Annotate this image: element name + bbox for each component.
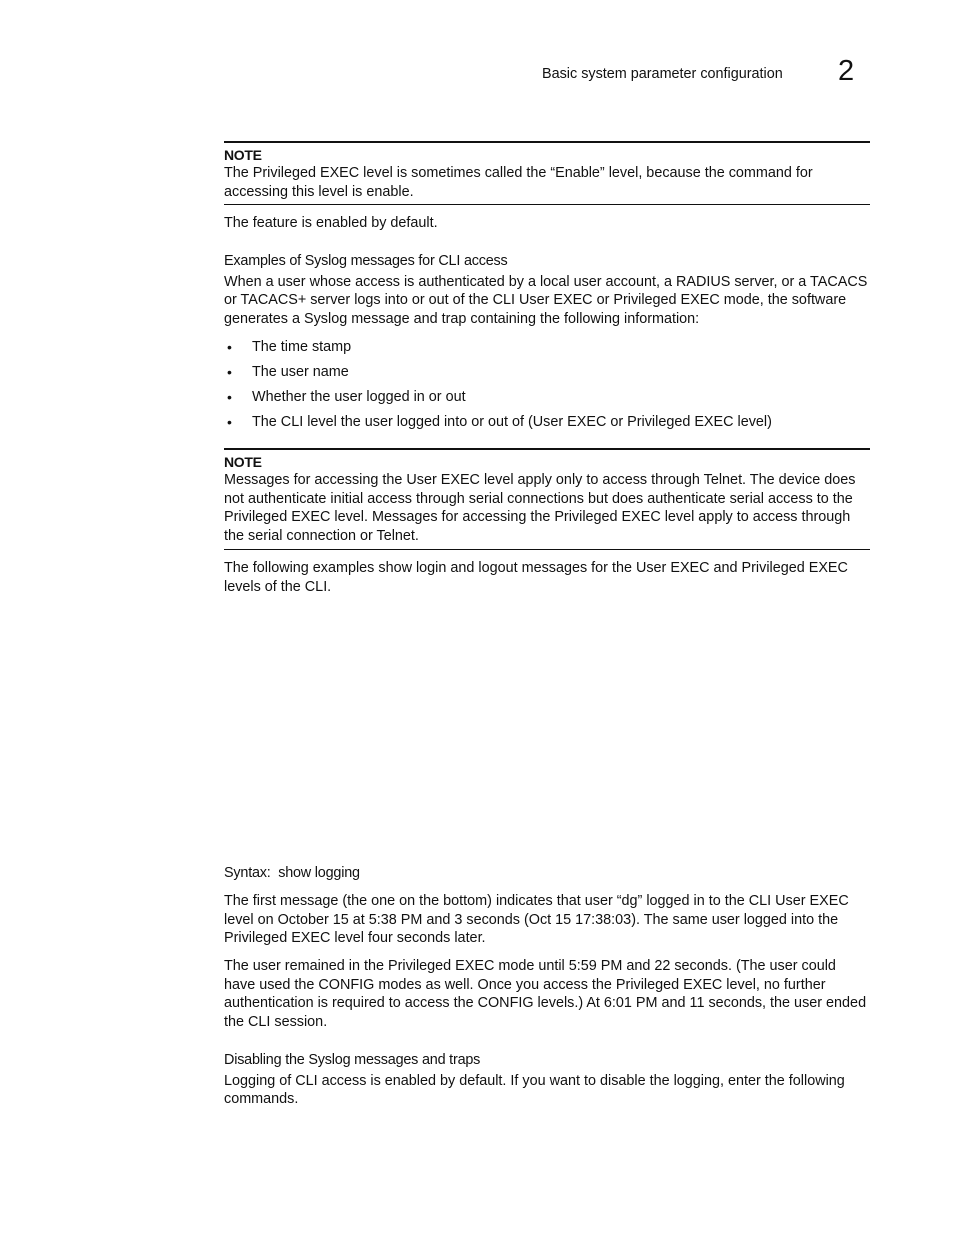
- section-heading: Disabling the Syslog messages and traps: [224, 1052, 481, 1068]
- paragraph-examples-text: The following examples show login and logout messages for the User EXEC and Privileged EXEC levels of the CLI.: [224, 560, 848, 595]
- list-item-text: Whether the user logged in or out: [252, 388, 466, 405]
- bullet-icon: •: [227, 388, 232, 405]
- list-item: [224, 338, 870, 363]
- syntax-line: [224, 864, 870, 883]
- note-text-body: The Privileged EXEC level is sometimes called the “Enable” level, because the command for accessing this level is: [224, 165, 813, 200]
- info-bullet-list: [224, 338, 870, 438]
- note-label: NOTE: [224, 147, 262, 163]
- header-title: Basic system parameter configuration: [542, 66, 783, 82]
- list-item-text: The CLI level the user logged into or out of (User EXEC or Privileged EXEC level): [252, 413, 772, 430]
- paragraph-first-message-text: The first message (the one on the bottom) indicates that user “dg” logged in to the CLI User EXEC level on October 15 at 5:38 PM and 3 seconds (Oct 15 17:38:03). The same user logged into the Privileged EXEC level four seconds later.: [224, 893, 849, 947]
- note-box-enable: [224, 141, 870, 205]
- section-disabling-text: Logging of CLI access is enabled by default. If you want to disable the logging, enter the following commands.: [224, 1072, 845, 1108]
- paragraph-examples: [224, 559, 870, 596]
- note-text: Messages for accessing the User EXEC level apply only to access through Telnet. The device does not authenticate initial access through serial connections but does authenticate serial access to the Privileged EXEC level. Messages for accessing the Privileged EXEC level apply to access through the serial connection or Telnet.: [224, 472, 856, 545]
- chapter-number: 2: [838, 55, 855, 87]
- section-heading: Examples of Syslog messages for CLI access: [224, 253, 508, 269]
- paragraph-default-text: The feature is enabled by default.: [224, 215, 438, 231]
- syntax-label: Syntax:: [224, 865, 271, 881]
- list-item: [224, 413, 870, 438]
- section-disabling: [224, 1051, 870, 1109]
- syntax-command: show logging: [278, 865, 360, 881]
- paragraph-user-remained: [224, 957, 870, 1032]
- paragraph-first-message: [224, 892, 870, 948]
- paragraph-default: [224, 214, 870, 233]
- syntax: [224, 864, 870, 883]
- list-item-text: The time stamp: [252, 338, 352, 355]
- note-text: [224, 164, 870, 201]
- enable-command: enable: [366, 183, 410, 200]
- list-item: [224, 363, 870, 388]
- paragraph-user-remained-text: The user remained in the Privileged EXEC mode until 5:59 PM and 22 seconds. (The user could have used the CONFIG modes as well. Once you access the Privileged EXEC level, no further authentication is required to access the CONFIG levels.) At 6:01 PM and 11 seconds, the user ended the CLI session.: [224, 958, 867, 1031]
- bullet-icon: •: [227, 363, 232, 380]
- page-header: [0, 55, 954, 95]
- section-intro: When a user whose access is authenticated by a local user account, a RADIUS server, or a TACACS or TACACS+ server logs into or out of the CLI User EXEC or Privileged EXEC mode, the software generates a Syslog message and trap containing the following information:: [224, 273, 868, 328]
- bullet-icon: •: [227, 413, 232, 430]
- note-box-access: [224, 448, 870, 550]
- note-text-end: .: [409, 183, 414, 200]
- bullet-icon: •: [227, 338, 232, 355]
- section-cli-access: [224, 252, 870, 438]
- list-item-text: The user name: [252, 363, 349, 380]
- list-item: [224, 388, 870, 413]
- note-label: NOTE: [224, 454, 262, 470]
